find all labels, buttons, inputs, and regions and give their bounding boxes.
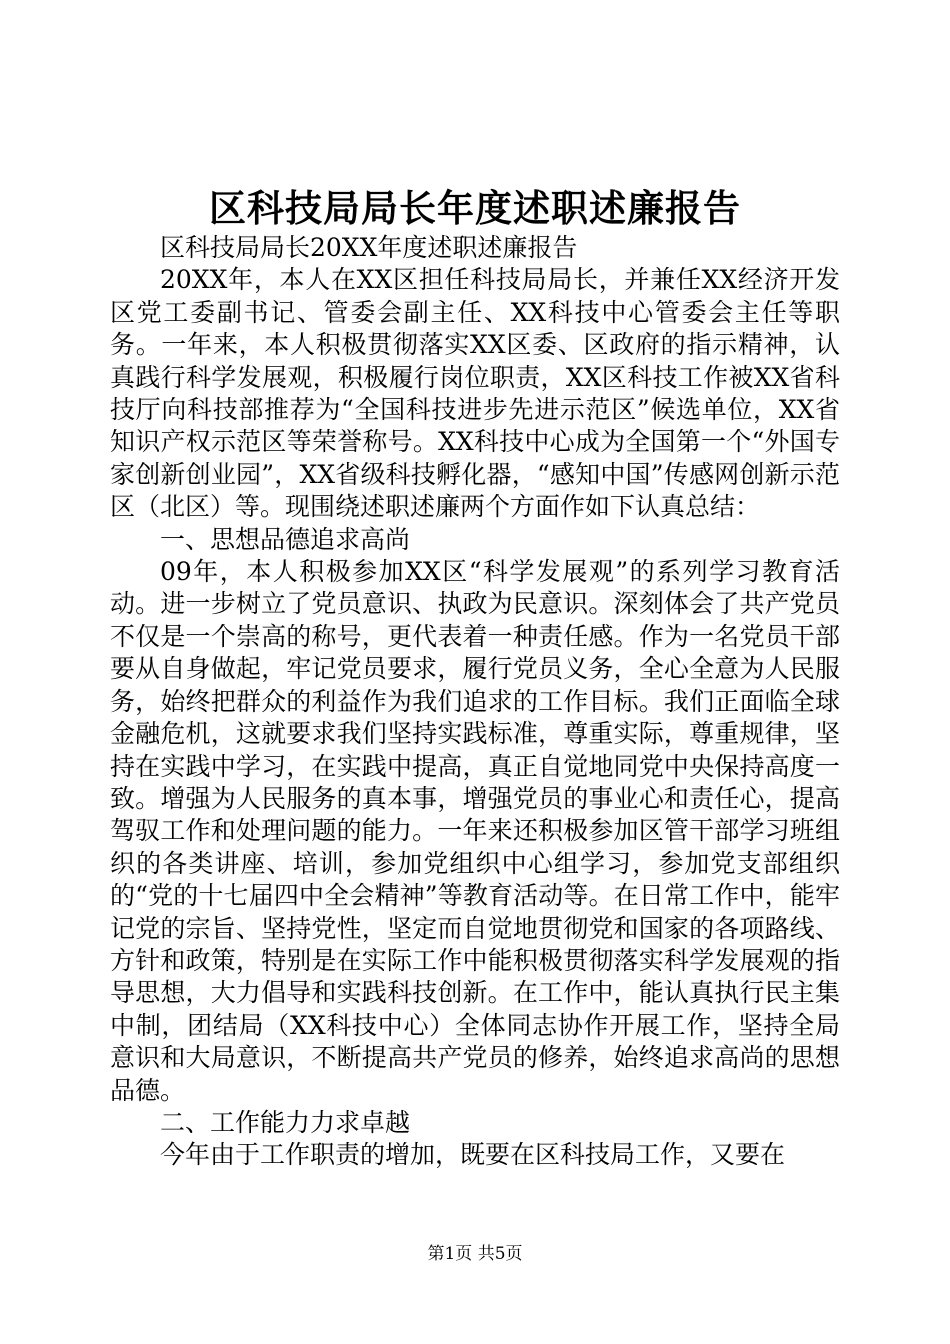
section-heading-1: 一、思想品德追求高尚 [160, 524, 411, 554]
page-number-footer: 第1页 共5页 [427, 1244, 523, 1264]
document-body [110, 232, 840, 1172]
subtitle-paragraph: 区科技局局长20XX年度述职述廉报告 [160, 233, 578, 262]
document-title: 区科技局局长年度述职述廉报告 [209, 186, 741, 230]
section-1-paragraph: 09年，本人积极参加XX区“科学发展观”的系列学习教育活动。进一步树立了党员意识、执政为民意识。深刻体会了共产党员不仅是一个崇高的称号，更代表着一种责任感。作为一名党员干部要从自身做起，牢记党员要求，履行党员义务，全心全意为人民服务，始终把群众的利益作为我们追求的工作目标。我们正面临全球金融危机，这就要求我们坚持实践标准，尊重实际，尊重规律，坚持在实践中学习，在实践中提高，真正自觉地同党中央保持高度一致。增强为人民服务的真本事，增强党员的事业心和责任心，提高驾驭工作和处理问题的能力。一年来还积极参加区管干部学习班组织的各类讲座、培训，参加党组织中心组学习，参加党支部组织的“党的十七届四中全会精神”等教育活动等。在日常工作中，能牢记党的宗旨、坚持党性，坚定而自觉地贯彻党和国家的各项路线、方针和政策，特别是在实际工作中能积极贯彻落实科学发展观的指导思想，大力倡导和实践科技创新。在工作中，能认真执行民主集中制，团结局（XX科技中心）全体同志协作开展工作，坚持全局意识和大局意识，不断提高共产党员的修养，始终追求高尚的思想品德。 [110, 557, 840, 1105]
intro-paragraph: 20XX年，本人在XX区担任科技局局长，并兼任XX经济开发区党工委副书记、管委会副主任、XX科技中心管委会主任等职务。一年来，本人积极贯彻落实XX区委、区政府的指示精神，认真践行科学发展观，积极履行岗位职责，XX区科技工作被XX省科技厅向科技部推荐为“全国科技进步先进示范区”候选单位，XX省知识产权示范区等荣誉称号。XX科技中心成为全国第一个“外国专家创新创业园”，XX省级科技孵化器，“感知中国”传感网创新示范区（北区）等。现围绕述职述廉两个方面作如下认真总结： [110, 265, 840, 522]
section-2-paragraph: 今年由于工作职责的增加，既要在区科技局工作，又要在 [160, 1140, 786, 1170]
section-heading-2: 二、工作能力力求卓越 [160, 1107, 411, 1137]
